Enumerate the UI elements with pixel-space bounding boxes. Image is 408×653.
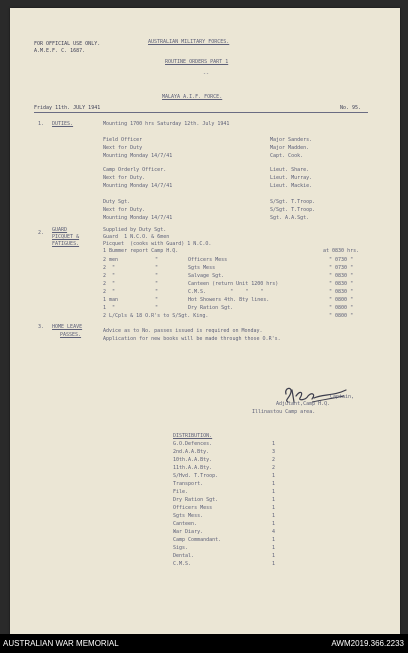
footer-accession: AWM2019.366.2233 xyxy=(331,639,404,648)
distribution-name: Sgts Mess. xyxy=(173,513,204,519)
guard-line: Supplied by Duty Sgt. xyxy=(103,227,167,233)
fatigue-qty: 1 " xyxy=(103,305,116,311)
duty-role: Duty Sgt. xyxy=(103,199,131,205)
fatigue-qty: 2 " xyxy=(103,265,116,271)
distribution-name: Officers Mess xyxy=(173,505,213,511)
distribution-qty: 1 xyxy=(272,441,276,447)
distribution-qty: 1 xyxy=(272,561,276,567)
fatigue-qty: 1 man xyxy=(103,297,119,303)
duty-role: Mounting Monday 14/7/41 xyxy=(103,215,173,221)
fatigue-time: " 0800 " xyxy=(329,305,354,311)
distribution-name: 10th.A.A.Bty. xyxy=(173,457,213,463)
distribution-name: War Diary. xyxy=(173,529,204,535)
section-number: 2. xyxy=(38,230,45,236)
order-number: No. 95. xyxy=(340,105,362,111)
footer-bar xyxy=(0,634,408,653)
distribution-name: Dental. xyxy=(173,553,195,559)
distribution-name: Sigs. xyxy=(173,545,189,551)
distribution-name: S/Hvd. T.Troop. xyxy=(173,473,219,479)
leave-line: Advice as to No. passes issued is required on Monday. xyxy=(103,328,263,334)
distribution-qty: 1 xyxy=(272,553,276,559)
distribution-name: 11th.A.A.Bty. xyxy=(173,465,213,471)
section-title: DUTIES. xyxy=(52,121,74,127)
distribution-name: Transport. xyxy=(173,481,204,487)
distribution-name: File. xyxy=(173,489,189,495)
fatigue-duty: C.M.S. " " " xyxy=(188,289,264,295)
separator-mark: -- xyxy=(203,71,210,77)
fatigue-time: " 0830 " xyxy=(329,289,354,295)
guard-line: 1 Bummer report Camp H.Q. xyxy=(103,248,179,254)
header-rule xyxy=(34,112,368,113)
fatigue-time: " 0830 " xyxy=(329,273,354,279)
duty-person: Major Madden. xyxy=(270,145,310,151)
time-header: at 0830 hrs. xyxy=(323,248,360,254)
fatigue-qty: 2 men xyxy=(103,257,119,263)
command-title: AUSTRALIAN MILITARY FORCES. xyxy=(148,39,230,45)
distribution-qty: 1 xyxy=(272,505,276,511)
fatigue-duty: Hot Showers 4th. Bty lines. xyxy=(188,297,270,303)
distribution-qty: 1 xyxy=(272,537,276,543)
distribution-name: Canteen. xyxy=(173,521,198,527)
distribution-qty: 4 xyxy=(272,529,276,535)
duty-role: Camp Orderly Officer. xyxy=(103,167,167,173)
distribution-qty: 1 xyxy=(272,513,276,519)
fatigue-ditto: " xyxy=(155,257,159,263)
signatory-role: Adjutant,Camp H.Q. xyxy=(276,401,331,407)
duty-role: Mounting Monday 14/7/41 xyxy=(103,153,173,159)
document-page xyxy=(10,8,400,634)
section-title: PASSES. xyxy=(60,332,82,338)
guard-line: Guard 1 N.C.O. & 6men xyxy=(103,234,170,240)
distribution-title: DISTRIBUTION. xyxy=(173,433,213,439)
duty-person: Lieut. Murray. xyxy=(270,175,313,181)
distribution-qty: 2 xyxy=(272,457,276,463)
section-title: GUARD xyxy=(52,227,68,233)
fatigue-time: " 0730 " xyxy=(329,265,354,271)
duty-role: Field Officer xyxy=(103,137,143,143)
duty-person: Lieut. Share. xyxy=(270,167,310,173)
section-title: PICQUET & xyxy=(52,234,80,240)
classification-label: FOR OFFICIAL USE ONLY. xyxy=(34,41,101,47)
fatigue-qty: 2 L/Cpls & 18 O.R's to S/Sgt. King. xyxy=(103,313,209,319)
fatigue-ditto: " xyxy=(155,297,159,303)
fatigue-qty: 2 " xyxy=(103,281,116,287)
fatigue-qty: 2 " xyxy=(103,273,116,279)
fatigue-ditto: " xyxy=(155,281,159,287)
fatigue-time: " 0800 " xyxy=(329,313,354,319)
duty-person: S/Sgt. T.Troop. xyxy=(270,207,316,213)
series-title: ROUTINE ORDERS PART 1 xyxy=(165,59,229,65)
distribution-qty: 3 xyxy=(272,449,276,455)
fatigue-time: " 0730 " xyxy=(329,257,354,263)
distribution-name: G.O.Defences. xyxy=(173,441,213,447)
distribution-qty: 1 xyxy=(272,481,276,487)
fatigue-time: " 0830 " xyxy=(329,281,354,287)
unit-title: MALAYA A.I.F. FORCE. xyxy=(162,94,223,100)
duty-person: Sgt. A.A.Sgt. xyxy=(270,215,310,221)
distribution-qty: 1 xyxy=(272,473,276,479)
duty-person: Lieut. Mackie. xyxy=(270,183,313,189)
duty-role: Mounting Monday 14/7/41 xyxy=(103,183,173,189)
section-title: FATIGUES. xyxy=(52,241,80,247)
fatigue-ditto: " xyxy=(155,273,159,279)
section-title: HOME LEAVE xyxy=(52,324,83,330)
signatory-place: Illinastou Camp area. xyxy=(252,409,316,415)
duty-role: Next for Duty xyxy=(103,145,143,151)
distribution-qty: 1 xyxy=(272,497,276,503)
fatigue-time: " 0800 " xyxy=(329,297,354,303)
distribution-qty: 1 xyxy=(272,545,276,551)
fatigue-duty: Dry Ration Sgt. xyxy=(188,305,234,311)
leave-line: Application for new books will be made through those O.R's. xyxy=(103,336,281,342)
distribution-qty: 1 xyxy=(272,521,276,527)
fatigue-ditto: " xyxy=(155,265,159,271)
fatigue-duty: Sgts Mess xyxy=(188,265,216,271)
order-date: Friday 11th. JULY 1941 xyxy=(34,105,101,111)
distribution-qty: 2 xyxy=(272,465,276,471)
form-number: A.M.E.F. C. 1687. xyxy=(34,48,86,54)
duty-role: Next for Duty. xyxy=(103,207,146,213)
distribution-name: C.M.S. xyxy=(173,561,192,567)
distribution-name: Dry Ration Sgt. xyxy=(173,497,219,503)
guard-line: Picquet (cooks with Guard) 1 N.C.O. xyxy=(103,241,212,247)
duty-role: Next for Duty. xyxy=(103,175,146,181)
fatigue-ditto: " xyxy=(155,289,159,295)
signatory-rank: Captain, xyxy=(330,394,355,400)
footer-institution: AUSTRALIAN WAR MEMORIAL xyxy=(3,639,119,648)
section-number: 1. xyxy=(38,121,45,127)
mounting-line: Mounting 1700 hrs Saturday 12th. July 1941 xyxy=(103,121,230,127)
fatigue-duty: Officers Mess xyxy=(188,257,228,263)
duty-person: S/Sgt. T.Troop. xyxy=(270,199,316,205)
fatigue-duty: Salvage Sgt. xyxy=(188,273,225,279)
distribution-name: Camp Commandant. xyxy=(173,537,222,543)
fatigue-qty: 2 " xyxy=(103,289,116,295)
duty-person: Major Sanders. xyxy=(270,137,313,143)
fatigue-duty: Canteen (return Unit 1200 hrs) xyxy=(188,281,279,287)
fatigue-ditto: " xyxy=(155,305,159,311)
distribution-qty: 1 xyxy=(272,489,276,495)
duty-person: Capt. Cook. xyxy=(270,153,304,159)
distribution-name: 2nd.A.A.Bty. xyxy=(173,449,210,455)
section-number: 3. xyxy=(38,324,45,330)
